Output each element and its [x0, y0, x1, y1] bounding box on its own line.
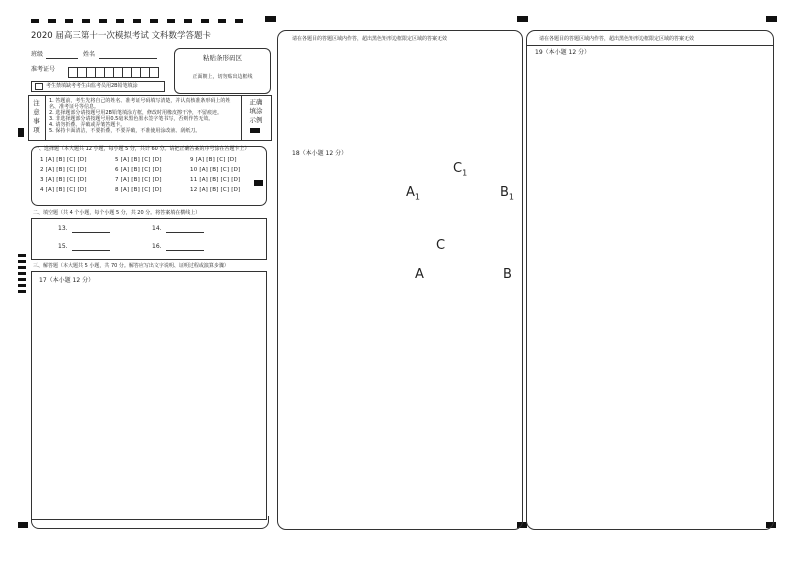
absent-fill-box[interactable] — [35, 83, 43, 90]
absent-notice-strip: 考生禁填缺考考生由监考员用2B铅笔填涂 — [31, 81, 165, 92]
q18-label: 18（本小题 12 分） — [292, 150, 348, 157]
timing-mark-top-right — [265, 16, 276, 22]
timing-mark-top-7 — [133, 19, 141, 23]
note-line: 3. 非选择题部分请按题号用0.5毫米黑色墨水签字笔书写，否则作答无效。 — [49, 116, 214, 122]
timing-mark-top-3 — [65, 19, 73, 23]
timing-mark-top-10 — [184, 19, 192, 23]
timing-mark-top-8 — [150, 19, 158, 23]
barcode-area — [174, 48, 271, 94]
panel3-warning: 请在各题目的答题区域内作答，超出黑色矩形边框限定区域的答案无效 — [539, 36, 695, 42]
point-C1: $C_1$ — [453, 161, 468, 178]
timing-mark-left-side — [18, 128, 24, 137]
panel2-warning: 请在各题目的答题区域内作答，超出黑色矩形边框限定区域的答案无效 — [292, 36, 448, 42]
panel2-frame — [277, 30, 523, 530]
note-line: 1. 答题前，考生先将自己的姓名、准考证号码填写清楚，并认真核准条形码上的姓名、准考证号等信息。 — [49, 98, 231, 110]
choice-row[interactable]: 4 [A] [B] [C] [D] 8 [A] [B] [C] [D] 12 [A] [B] [C] [D] — [40, 187, 241, 193]
blank-16[interactable]: 16. — [152, 243, 204, 251]
class-label: 班级 — [31, 51, 44, 58]
notes-title: 注意事项 — [33, 99, 40, 134]
q17-answer-area[interactable] — [31, 271, 267, 520]
exam-id-boxes[interactable] — [68, 63, 158, 82]
blank-15[interactable]: 15. — [58, 243, 110, 251]
section1-box — [31, 146, 267, 206]
blank-14[interactable]: 14. — [152, 225, 204, 233]
blank-13[interactable]: 13. — [58, 225, 110, 233]
timing-mark-top-1 — [31, 19, 39, 23]
q17-label: 17（本小题 12 分） — [39, 277, 95, 284]
choice-row[interactable]: 2 [A] [B] [C] [D] 6 [A] [B] [C] [D] 10 [A] [B] [C] [D] — [40, 167, 241, 173]
note-line: 2. 选择题部分请按题号用2B铅笔填涂方框，修改时用橡皮擦干净，不留痕迹。 — [49, 110, 222, 116]
section3-title: 三、解答题（本大题共 5 小题，共 70 分。解答应写出文字说明、证明过程或演算步骤） — [33, 263, 229, 269]
panel3-frame — [526, 30, 774, 530]
timing-mark-top-2 — [48, 19, 56, 23]
choice-row[interactable]: 1 [A] [B] [C] [D] 5 [A] [B] [C] [D] 9 [A] [B] [C] [D] — [40, 157, 237, 163]
panel1-bottom-frame — [31, 516, 269, 529]
side-marks — [18, 254, 26, 296]
correct-fill-label: 正确填涂示例 — [249, 98, 263, 124]
note-line: 5. 保持卡面清洁，不要折叠，不要弄破，不准使用涂改液、刮纸刀。 — [49, 128, 201, 134]
barcode-note: 正面朝上，切勿贴出边框线 — [192, 74, 253, 80]
name-label: 姓名 — [83, 51, 96, 58]
section2-title: 二、填空题（共 4 个小题，每个小题 5 分，共 20 分。将答案填在横线上） — [33, 210, 201, 216]
point-B1: $B_1$ — [500, 185, 515, 202]
timing-mark-top-13 — [235, 19, 243, 23]
section2-box — [31, 218, 267, 260]
point-B: B — [503, 267, 512, 282]
timing-mark-bottom-left — [18, 522, 28, 528]
q19-label: 19（本小题 12 分） — [535, 49, 591, 56]
timing-mark-top-6 — [116, 19, 124, 23]
name-line — [99, 58, 157, 59]
barcode-title: 粘贴条形码区 — [203, 54, 242, 62]
choice-row[interactable]: 3 [A] [B] [C] [D] 7 [A] [B] [C] [D] 11 [A] [B] [C] [D] — [40, 177, 241, 183]
timing-mark-far-right — [766, 16, 777, 22]
note-line: 4. 请勿折叠、弄破或弄皱答题卡。 — [49, 122, 126, 128]
timing-mark-top-9 — [167, 19, 175, 23]
notes-list — [49, 98, 237, 134]
timing-mark-top-11 — [201, 19, 209, 23]
timing-mark-top-5 — [99, 19, 107, 23]
exam-id-label: 准考证号 — [31, 66, 56, 73]
point-A1: $A_1$ — [406, 185, 420, 202]
timing-mark-mid-top — [517, 16, 528, 22]
timing-mark-top-12 — [218, 19, 226, 23]
timing-mark-top-4 — [82, 19, 90, 23]
point-C: C — [436, 238, 446, 253]
sheet-title: 2020 届高三第十一次模拟考试 文科数学答题卡 — [31, 31, 212, 41]
notes-box — [28, 95, 272, 141]
section1-title: 一、选择题（本大题共 12 小题，每小题 5 分，共计 60 分。请把正确答案的序号涂在答题卡上） — [34, 146, 250, 152]
correct-fill-example — [250, 128, 260, 133]
point-A: A — [415, 267, 424, 282]
class-line — [46, 58, 78, 59]
